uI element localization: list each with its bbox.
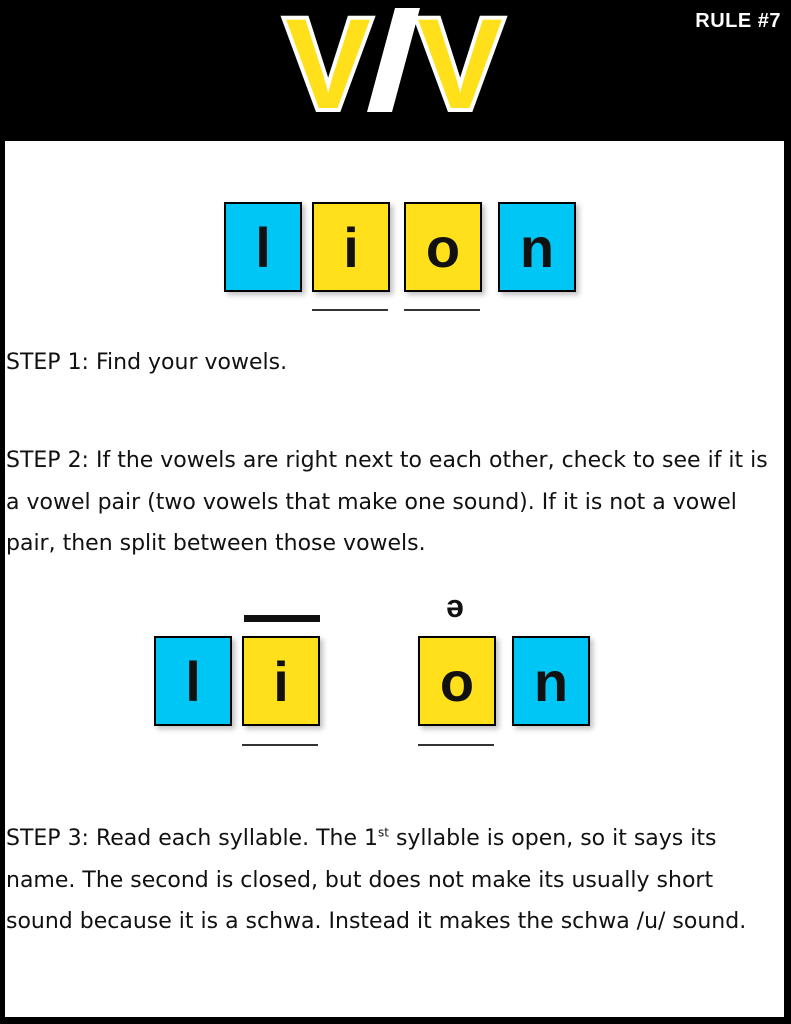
vowel-underline xyxy=(404,309,480,311)
step-3-part-2: syllable is open, so it says its name. The second is closed, but does not make its usually short sound because it is a schwa. Instead it makes the schwa /u/ sound. xyxy=(6,826,747,934)
letter-tile-n: n xyxy=(512,636,590,726)
step-3-part-1: STEP 3: Read each syllable. The 1 xyxy=(6,826,378,851)
header xyxy=(0,0,791,140)
letter-tile-l: l xyxy=(154,636,232,726)
vowel-underline xyxy=(418,744,494,746)
step-1-text: STEP 1: Find your vowels. xyxy=(6,350,288,375)
letter-tile-n: n xyxy=(498,202,576,292)
letter-tile-o: o xyxy=(404,202,482,292)
step-2-text: STEP 2: If the vowels are right next to each other, check to see if it is a vowel pair (two vowels that make one sound). If it is not a vowel pair, then split between those vowels. xyxy=(6,448,768,556)
title-left-v: V xyxy=(285,0,371,136)
vowel-underline xyxy=(312,309,388,311)
title-right-v: V xyxy=(417,0,503,136)
long-vowel-macron xyxy=(244,615,320,622)
step-3-text xyxy=(6,818,776,943)
title-v-slash-v xyxy=(0,0,791,140)
letter-tile-o: o xyxy=(418,636,496,726)
vowel-underline xyxy=(242,744,318,746)
rule-number: RULE #7 xyxy=(695,10,781,32)
letter-tile-i: i xyxy=(312,202,390,292)
step-3-superscript: st xyxy=(377,825,389,840)
letter-tile-l: l xyxy=(224,202,302,292)
title-slash xyxy=(367,8,420,112)
schwa-symbol: ə xyxy=(446,588,464,624)
letter-tile-i: i xyxy=(242,636,320,726)
